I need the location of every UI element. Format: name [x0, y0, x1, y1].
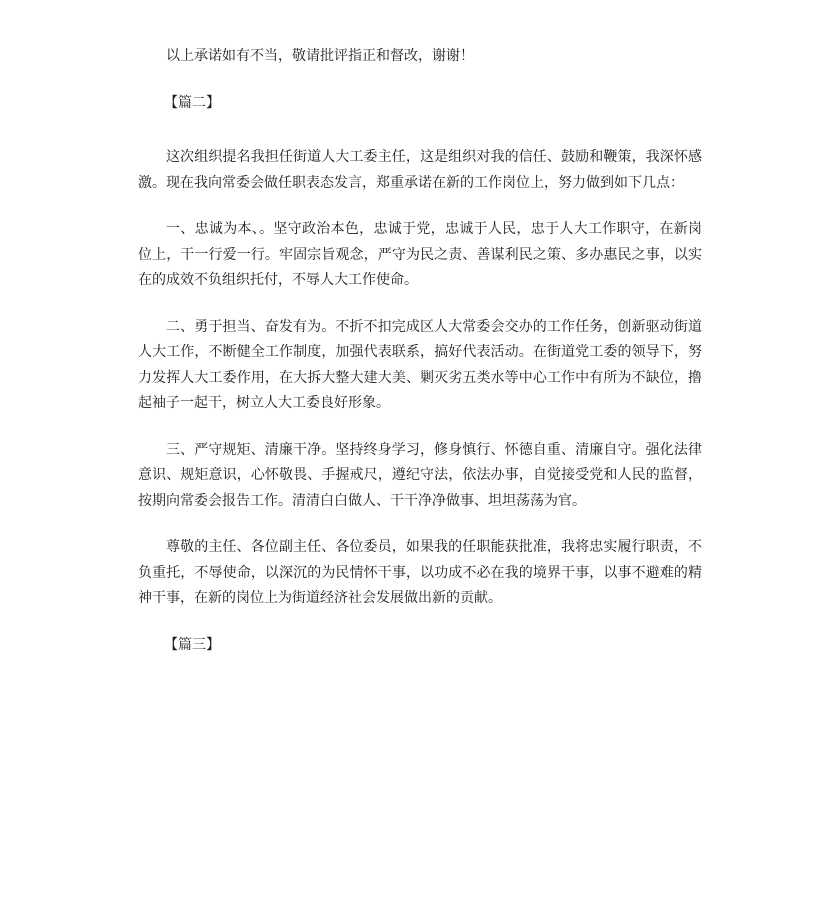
section-heading-2: 【篇二】: [164, 94, 220, 111]
closing-line: 以上承诺如有不当，敬请批评指正和督改，谢谢！: [166, 48, 474, 64]
point-three-paragraph: 三、严守规矩、清廉干净。坚持终身学习，修身慎行、怀德自重、清廉自守。强化法律意识、规矩意识，心怀敬畏、手握戒尺，遵纪守法，依法办事，自觉接受党和人民的监督，按期向常委会报告工作。清清白白做人、干干净净做事、坦坦荡荡为官。: [138, 441, 702, 509]
conclusion-paragraph: 尊敬的主任、各位副主任、各位委员，如果我的任职能获批准，我将忠实履行职责，不负重托，不辱使命，以深沉的为民情怀干事，以功成不必在我的境界干事，以事不避难的精神干事，在新的岗位上为街道经济社会发展做出新的贡献。: [138, 539, 702, 606]
intro-paragraph: 这次组织提名我担任街道人大工委主任，这是组织对我的信任、鼓励和鞭策，我深怀感激。现在我向常委会做任职表态发言，郑重承诺在新的工作岗位上，努力做到如下几点：: [138, 149, 702, 191]
point-two-paragraph: 二、勇于担当、奋发有为。不折不扣完成区人大常委会交办的工作任务，创新驱动街道人大工作，不断健全工作制度，加强代表联系，搞好代表活动。在街道党工委的领导下，努力发挥人大工委作用，在大拆大整大建大美、剿灭劣五类水等中心工作中有所为不缺位，撸起袖子一起干，树立人大工委良好形象。: [138, 318, 702, 411]
section-heading-3: 【篇三】: [164, 636, 220, 653]
point-one-paragraph: 一、忠诚为本、。坚守政治本色，忠诚于党，忠诚于人民，忠于人大工作职守，在新岗位上，干一行爱一行。牢固宗旨观念，严守为民之责、善谋利民之策、多办惠民之事，以实在的成效不负组织托付，不辱人大工作使命。: [138, 221, 702, 288]
document-page: [138, 44, 702, 687]
